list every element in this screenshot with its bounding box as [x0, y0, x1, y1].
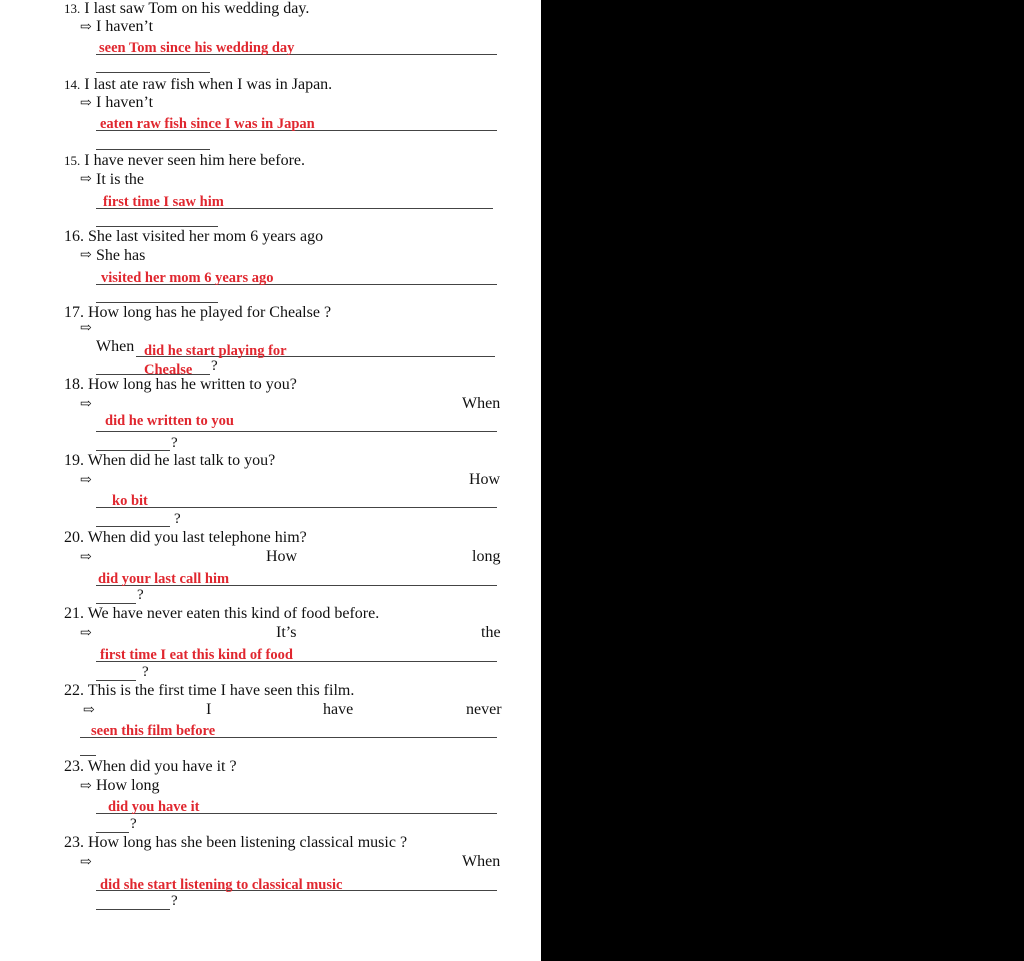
rewrite-lead-word: How — [266, 548, 298, 565]
question-number: 18. — [64, 376, 84, 393]
answer-line-short — [96, 832, 129, 833]
question-text: I last saw Tom on his wedding day. — [84, 0, 310, 17]
question-number: 23. — [64, 834, 84, 851]
answer-text[interactable]: did he start playing for — [144, 343, 287, 359]
answer-text[interactable]: visited her mom 6 years ago — [101, 270, 274, 286]
rewrite-lead: I haven’t — [96, 94, 154, 111]
question-text: We have never eaten this kind of food before. — [87, 605, 380, 622]
rewrite-lead-word: the — [481, 624, 501, 641]
answer-line-short — [96, 603, 136, 604]
question-number: 15. — [64, 153, 81, 168]
question-14 — [64, 76, 332, 94]
answer-text[interactable]: did he written to you — [105, 413, 234, 429]
arrow-icon: ⇨ — [80, 248, 92, 263]
question-text: How long has she been listening classical music ? — [88, 834, 408, 851]
answer-line-short — [96, 226, 218, 227]
question-mark: ? — [130, 816, 137, 832]
answer-line — [96, 507, 497, 508]
rewrite-lead-word: never — [466, 701, 502, 718]
arrow-icon: ⇨ — [80, 172, 92, 187]
question-text: How long has he written to you? — [88, 376, 297, 393]
rewrite-lead: When — [96, 338, 135, 355]
question-number: 22. — [64, 682, 84, 699]
answer-text[interactable]: did you have it — [108, 799, 200, 815]
answer-text[interactable]: first time I saw him — [103, 194, 224, 210]
answer-text[interactable]: eaten raw fish since I was in Japan — [100, 116, 315, 132]
question-23 — [64, 758, 237, 776]
question-number: 23. — [64, 758, 84, 775]
question-number: 14. — [64, 77, 81, 92]
rewrite-lead: When — [462, 395, 501, 412]
arrow-icon: ⇨ — [80, 550, 92, 565]
question-text: When did you have it ? — [87, 758, 237, 775]
question-17 — [64, 304, 331, 322]
arrow-icon: ⇨ — [80, 779, 92, 794]
answer-line-short — [96, 72, 210, 73]
question-20 — [64, 529, 307, 547]
rewrite-lead-word: I — [206, 701, 212, 718]
rewrite-lead-word: have — [323, 701, 354, 718]
question-number: 21. — [64, 605, 84, 622]
answer-line-short — [80, 755, 96, 756]
question-text: I have never seen him here before. — [84, 152, 306, 169]
answer-line-short — [96, 909, 170, 910]
black-margin-area — [541, 0, 1024, 961]
question-text: She last visited her mom 6 years ago — [88, 228, 324, 245]
arrow-icon: ⇨ — [83, 703, 95, 718]
question-text: I last ate raw fish when I was in Japan. — [84, 76, 333, 93]
arrow-icon: ⇨ — [80, 20, 92, 35]
answer-text-continued[interactable]: Chealse — [144, 362, 193, 378]
rewrite-lead: When — [462, 853, 501, 870]
answer-text[interactable]: first time I eat this kind of food — [100, 647, 293, 663]
arrow-icon: ⇨ — [80, 96, 92, 111]
rewrite-lead: How — [469, 471, 501, 488]
question-18 — [64, 376, 297, 394]
arrow-icon: ⇨ — [80, 397, 92, 412]
rewrite-lead-word: long — [472, 548, 501, 565]
answer-line-short — [96, 680, 136, 681]
question-mark: ? — [137, 587, 144, 603]
question-23b — [64, 834, 407, 852]
answer-text[interactable]: did your last call him — [98, 571, 230, 587]
question-mark: ? — [211, 358, 218, 374]
answer-line-short — [96, 526, 170, 527]
question-22 — [64, 682, 354, 700]
question-text: How long has he played for Chealse ? — [88, 304, 332, 321]
question-19 — [64, 452, 275, 470]
answer-text[interactable]: ko bit — [112, 493, 148, 509]
rewrite-lead: She has — [96, 247, 146, 264]
rewrite-lead-word: It’s — [276, 624, 297, 641]
answer-line-short — [96, 149, 210, 150]
question-mark: ? — [142, 664, 149, 680]
answer-line-short — [96, 302, 218, 303]
question-15 — [64, 152, 305, 170]
rewrite-lead: It is the — [96, 171, 144, 188]
question-number: 20. — [64, 529, 84, 546]
question-mark: ? — [171, 893, 178, 909]
answer-text[interactable]: did she start listening to classical music — [100, 877, 343, 893]
question-number: 16. — [64, 228, 84, 245]
question-21 — [64, 605, 379, 623]
question-mark: ? — [171, 435, 178, 451]
arrow-icon: ⇨ — [80, 321, 92, 336]
question-number: 13. — [64, 1, 81, 16]
arrow-icon: ⇨ — [80, 855, 92, 870]
question-text: When did you last telephone him? — [87, 529, 307, 546]
question-number: 19. — [64, 452, 84, 469]
question-16 — [64, 228, 323, 246]
rewrite-lead: I haven’t — [96, 18, 154, 35]
question-text: This is the first time I have seen this film. — [87, 682, 355, 699]
arrow-icon: ⇨ — [80, 626, 92, 641]
question-mark: ? — [174, 511, 181, 527]
answer-line-short — [96, 450, 170, 451]
answer-text[interactable]: seen Tom since his wedding day — [99, 40, 295, 56]
arrow-icon: ⇨ — [80, 473, 92, 488]
rewrite-lead: How long — [96, 777, 160, 794]
question-number: 17. — [64, 304, 84, 321]
answer-text[interactable]: seen this film before — [91, 723, 216, 739]
question-text: When did he last talk to you? — [87, 452, 276, 469]
answer-line — [96, 431, 497, 432]
question-13 — [64, 0, 309, 18]
